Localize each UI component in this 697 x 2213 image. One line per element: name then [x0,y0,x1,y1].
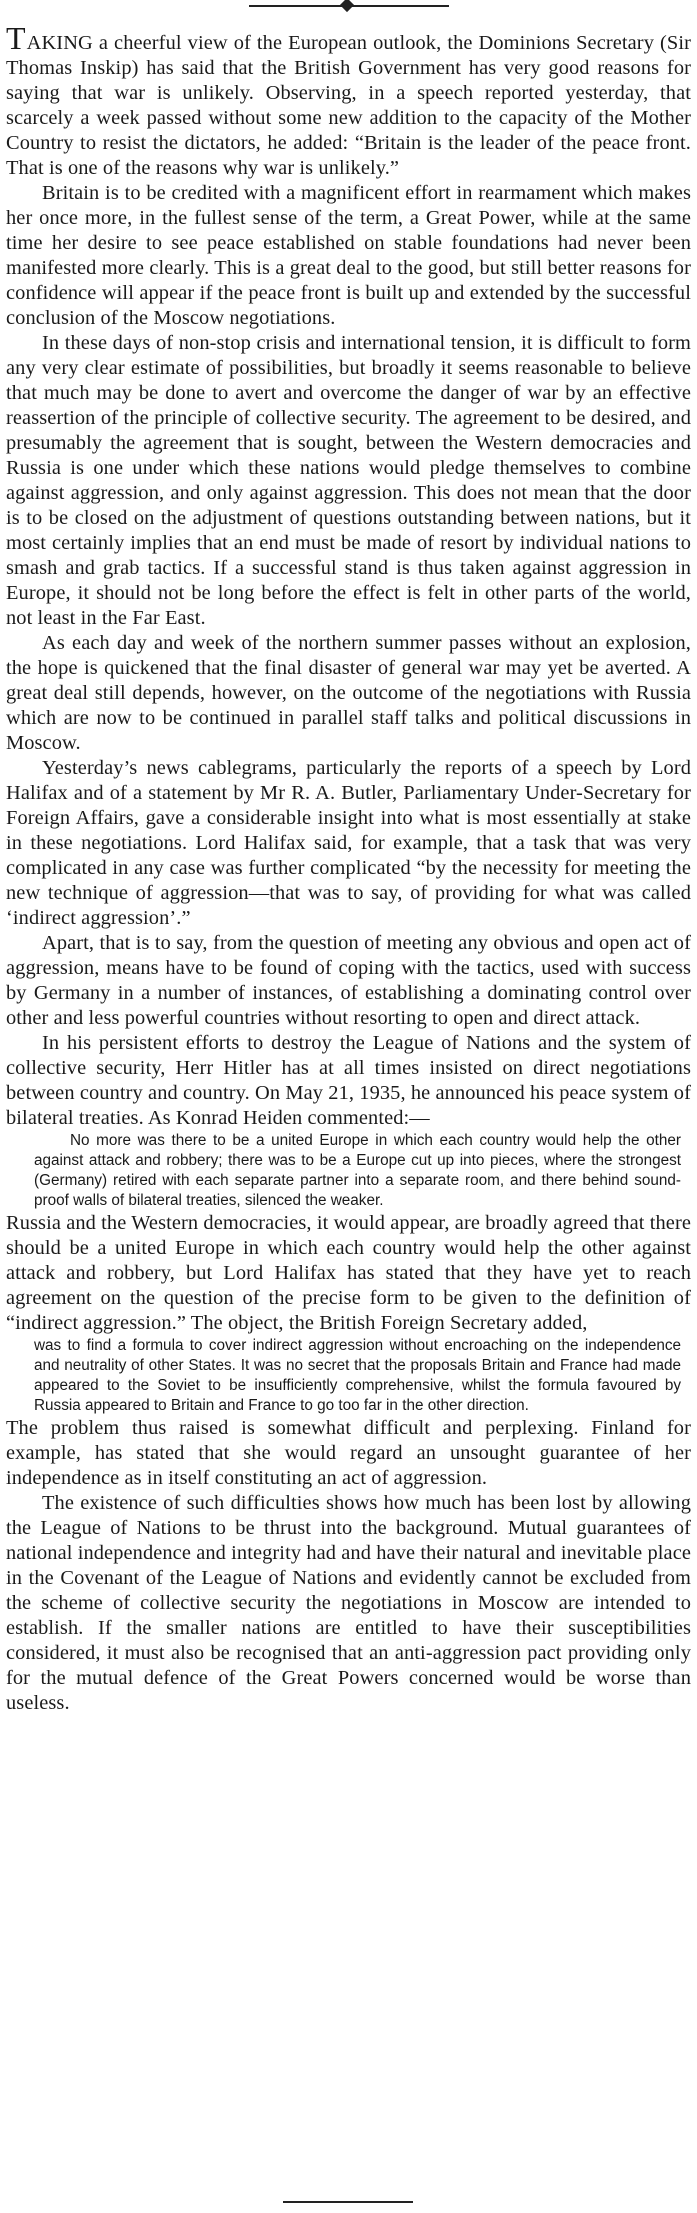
top-diamond-ornament [340,0,354,12]
block-quote-heiden: No more was there to be a united Europe in which each country would help the other against attack and robbery; there was to be a Europe cut up into pieces, where the strongest (Germany) retired with each separate partner into a separate room, and there behind sound-proof walls of bilateral treaties, silenced the weaker. [34,1132,681,1209]
paragraph-9: The problem thus raised is somewhat difficult and perplexing. Finland for example, has stated that she would regard an unsought guarantee of her independence as in itself constituting an act of aggression. [6,1417,691,1489]
paragraph-1-text: AKING a cheerful view of the European outlook, the Dominions Secretary (Sir Thomas Inskip) has said that the British Government has very good reasons for saying that war is unlikely. Observing, in a speech reported yesterday, that scarcely a week passed without some new addition to the capacity of the Mother Country to resist the dictators, he added: “Britain is the leader of the peace front. That is one of the reasons why war is unlikely.” [6,32,691,179]
paragraph-1 [6,20,691,181]
paragraph-7: In his persistent efforts to destroy the League of Nations and the system of collective security, Herr Hitler has at all times insisted on direct negotiations between country and country. On May 21, 1935, he announced his peace system of bilateral treaties. As Konrad Heiden commented:— [6,1032,691,1129]
drop-cap-letter: T [6,20,26,56]
paragraph-5: Yesterday’s news cablegrams, particularly the reports of a speech by Lord Halifax and of a statement by Mr R. A. Butler, Parliamentary Under-Secretary for Foreign Affairs, gave a considerable insight into what is most essentially at stake in these negotiations. Lord Halifax said, for example, that a task that was very complicated in any case was further complicated “by the necessity for meeting the new technique of aggression—that was to say, of providing for what was called ‘indirect aggression’.” [6,757,691,929]
paragraph-2: Britain is to be credited with a magnificent effort in rearmament which makes her once more, in the fullest sense of the term, a Great Power, while at the same time her desire to see peace established on stable foundations had never been manifested more clearly. This is a great deal to the good, but still better reasons for confidence will appear if the peace front is built up and extended by the successful conclusion of the Moscow negotiations. [6,182,691,329]
bottom-divider-rule [283,2201,413,2203]
paragraph-4: As each day and week of the northern summer passes without an explosion, the hope is quickened that the final disaster of general war may yet be averted. A great deal still depends, however, on the outcome of the negotiations with Russia which are now to be continued in parallel staff talks and political discussions in Moscow. [6,632,691,754]
paragraph-6: Apart, that is to say, from the question of meeting any obvious and open act of aggression, means have to be found of coping with the tactics, used with success by Germany in a number of instances, of establishing a dominating control over other and less powerful countries without resorting to open and direct attack. [6,932,691,1029]
paragraph-8: Russia and the Western democracies, it would appear, are broadly agreed that there should be a united Europe in which each country would help the other against attack and robbery, but Lord Halifax has stated that they have yet to reach agreement on the question of the precise form to be given to the definition of “indirect aggression.” The object, the British Foreign Secretary added, [6,1212,691,1334]
editorial-article [6,20,691,1716]
block-quote-halifax: was to find a formula to cover indirect aggression without encroaching on the independence and neutrality of other States. It was no secret that the proposals Britain and France had made appeared to the Soviet to be insufficiently comprehensive, whilst the formula favoured by Russia appeared to Britain and France to go too far in the other direction. [34,1337,681,1414]
paragraph-3: In these days of non-stop crisis and international tension, it is difficult to form any very clear estimate of possibilities, but broadly it seems reasonable to believe that much may be done to avert and overcome the danger of war by an effective reassertion of the principle of collective security. The agreement to be desired, and presumably the agreement that is sought, between the Western democracies and Russia is one under which these nations would pledge themselves to combine against aggression, and only against aggression. This does not mean that the door is to be closed on the adjustment of questions outstanding between nations, but it most certainly implies that an end must be made of resort by individual nations to smash and grab tactics. If a successful stand is thus taken against aggression in Europe, it should not be long before the effect is felt in other parts of the world, not least in the Far East. [6,332,691,629]
paragraph-10: The existence of such difficulties shows how much has been lost by allowing the League of Nations to be thrust into the background. Mutual guarantees of national independence and integrity had and have their natural and inevitable place in the Covenant of the League of Nations and evidently cannot be excluded from the scheme of collective security the negotiations in Moscow are intended to establish. If the smaller nations are entitled to have their susceptibilities considered, it must also be recognised that an anti-aggression pact providing only for the mutual defence of the Great Powers concerned would be worse than useless. [6,1492,691,1714]
